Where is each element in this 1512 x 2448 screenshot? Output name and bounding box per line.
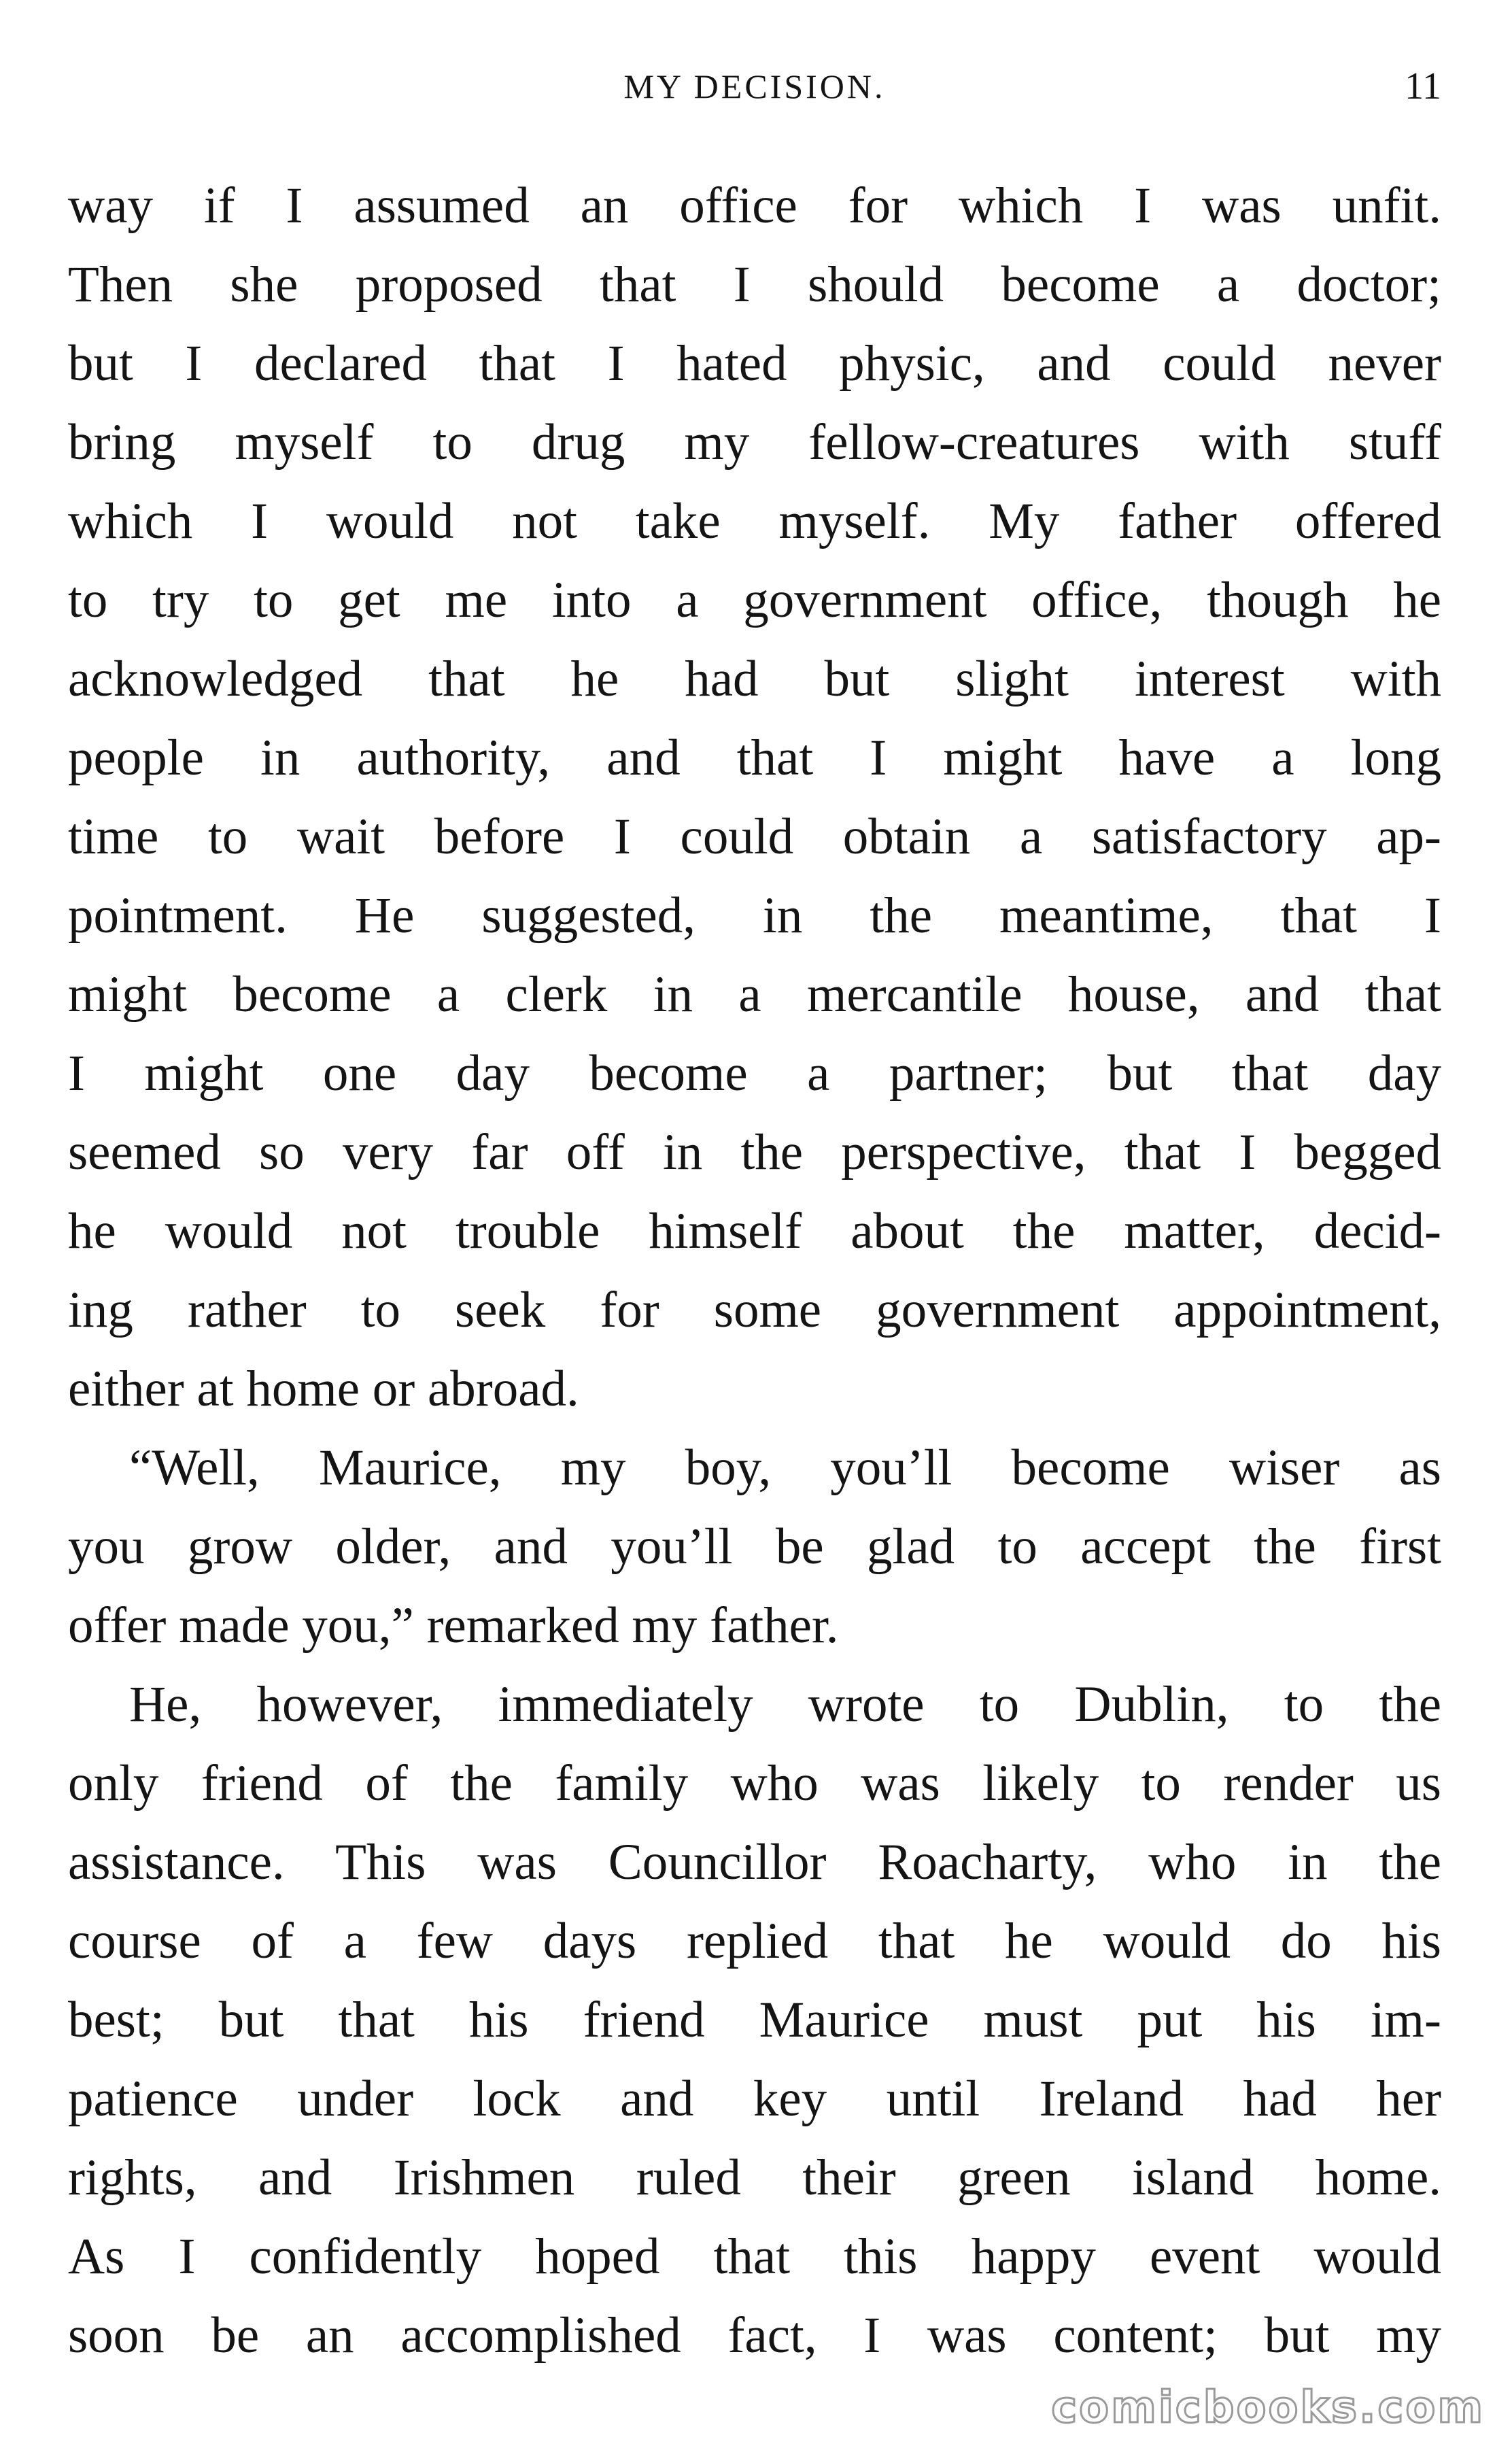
text-line: best; but that his friend Maurice must put his im- — [68, 1992, 1441, 2048]
text-line: assistance. This was Councillor Roacharty, who in the — [68, 1834, 1441, 1890]
text-line: rights, and Irishmen ruled their green island home. — [68, 2149, 1441, 2206]
running-head — [68, 63, 1441, 110]
text-line: to try to get me into a government office, though he — [68, 572, 1441, 628]
text-line: soon be an accomplished fact, I was content; but my — [68, 2307, 1441, 2364]
text-line: seemed so very far off in the perspective, that I begged — [68, 1124, 1441, 1180]
body-text — [68, 167, 1441, 2375]
text-line: way if I assumed an office for which I was unfit. — [68, 177, 1441, 234]
text-line: either at home or abroad. — [68, 1361, 579, 1417]
text-line: He, however, immediately wrote to Dublin, to the — [129, 1676, 1441, 1733]
text-line: which I would not take myself. My father offered — [68, 493, 1441, 549]
text-line: pointment. He suggested, in the meantime, that I — [68, 887, 1441, 944]
text-line: I might one day become a partner; but that day — [68, 1045, 1441, 1102]
text-line: people in authority, and that I might have a long — [68, 730, 1441, 786]
text-line: acknowledged that he had but slight interest with — [68, 651, 1441, 707]
text-line: you grow older, and you’ll be glad to accept the first — [68, 1518, 1441, 1575]
running-title: MY DECISION. — [623, 67, 886, 105]
text-line: but I declared that I hated physic, and could never — [68, 335, 1441, 392]
watermark-logo: comicbooks.com — [1051, 2383, 1485, 2433]
text-line: patience under lock and key until Ireland had her — [68, 2071, 1441, 2127]
text-line: “Well, Maurice, my boy, you’ll become wiser as — [129, 1440, 1441, 1496]
text-line: only friend of the family who was likely to render us — [68, 1755, 1441, 1812]
text-line: offer made you,” remarked my father. — [68, 1597, 839, 1654]
text-line: Then she proposed that I should become a doctor; — [68, 256, 1441, 313]
page-number: 11 — [1405, 65, 1441, 107]
text-line: course of a few days replied that he would do his — [68, 1913, 1441, 1969]
text-line: bring myself to drug my fellow-creatures with stuff — [68, 414, 1441, 471]
text-line: time to wait before I could obtain a satisfactory ap- — [68, 809, 1441, 865]
text-line: ing rather to seek for some government appointment, — [68, 1282, 1441, 1338]
text-line: he would not trouble himself about the matter, decid- — [68, 1203, 1441, 1259]
text-line: might become a clerk in a mercantile house, and that — [68, 966, 1441, 1023]
text-line: As I confidently hoped that this happy event would — [68, 2228, 1441, 2285]
